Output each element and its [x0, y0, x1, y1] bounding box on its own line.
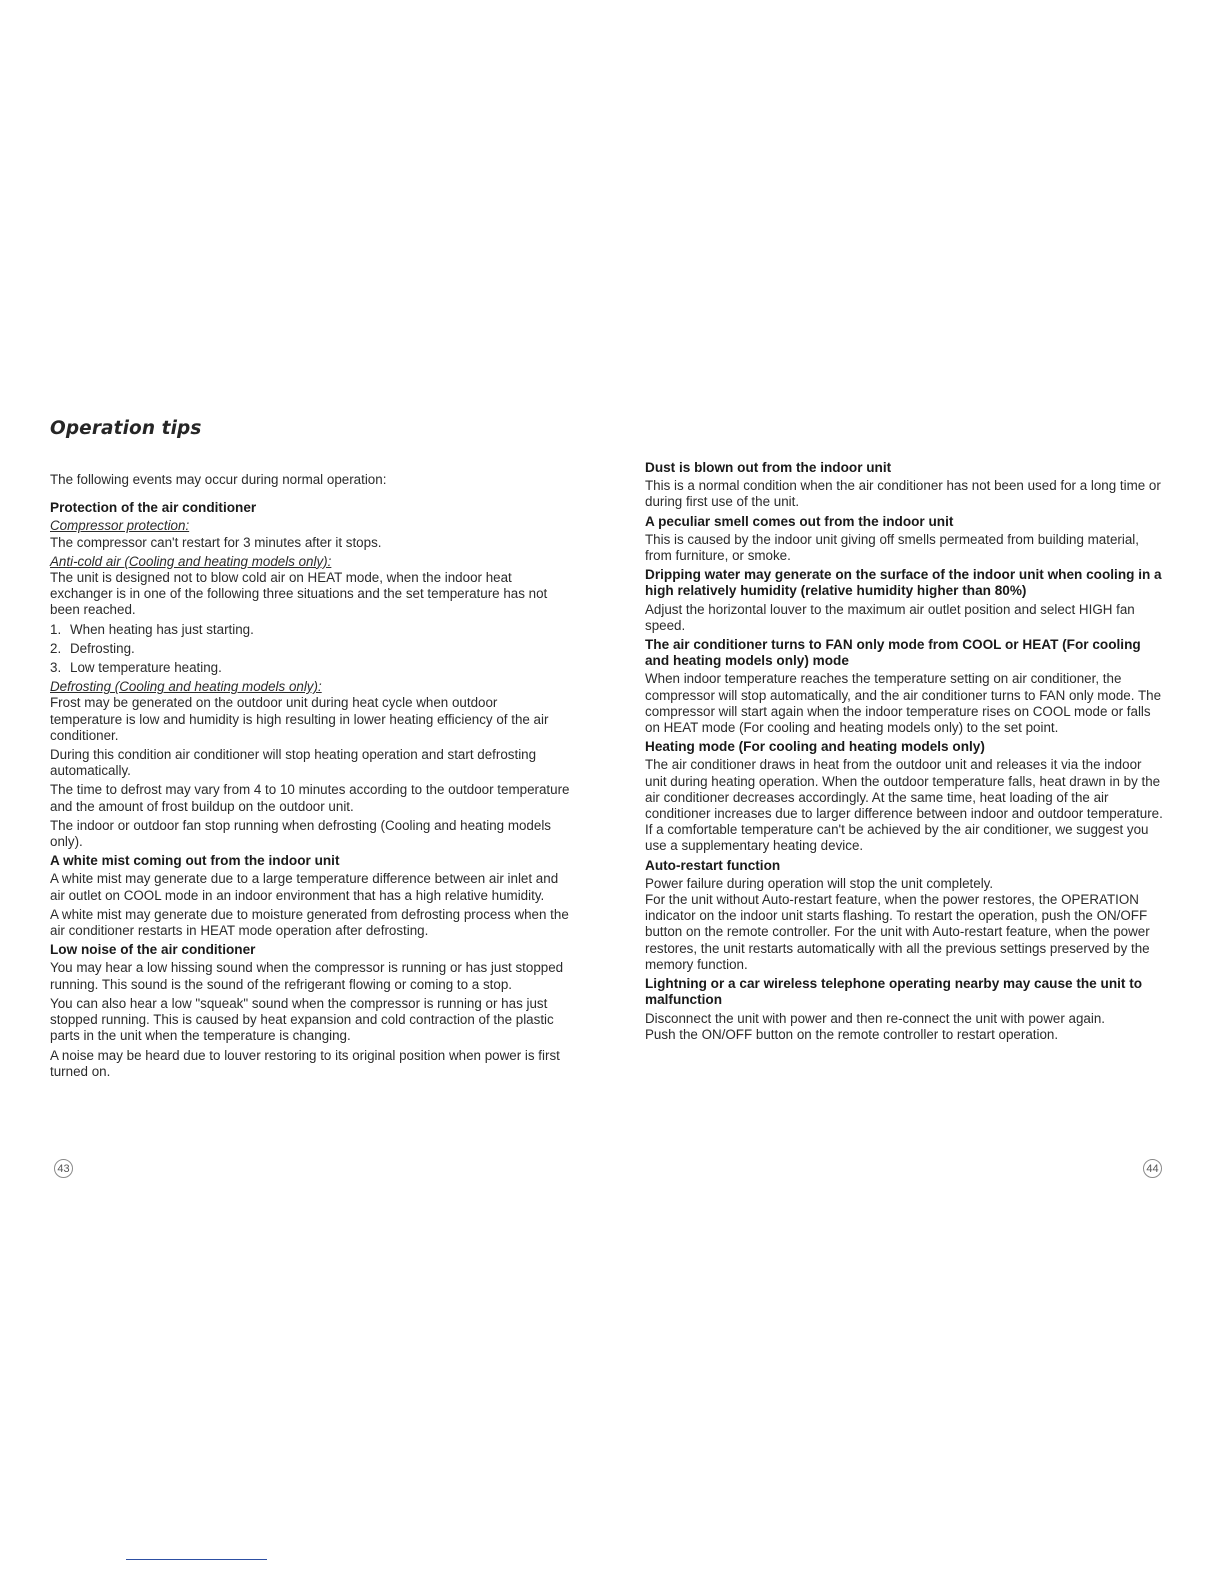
paragraph: A white mist may generate due to a large temperature difference between air inlet and air outlet on COOL mode in an indoor environment that has a high relative humidity.: [50, 871, 559, 903]
list-number: 3.: [50, 660, 62, 676]
paragraph: The time to defrost may vary from 4 to 10 minutes according to the outdoor temperature and the amount of frost buildup on the outdoor unit.: [50, 782, 570, 814]
paragraph: The air conditioner draws in heat from the outdoor unit and releases it via the indoor unit during heating operation. When the outdoor temperature falls, heat drawn in by the air conditioner decreases accordingly. At the same time, heat loading of the air conditioner increases due to larger difference between indoor and outdoor temperature. If a comfortable temperature can't be achieved by the air conditioner, we suggest you use a supplementary heating device.: [645, 757, 1163, 854]
paragraph: The unit is designed not to blow cold air on HEAT mode, when the indoor heat exchanger is in one of the following three situations and the set temperature has not been reached.: [50, 570, 548, 618]
section-heading-fan-mode: The air conditioner turns to FAN only mode from COOL or HEAT (For cooling and heating models only) mode: [645, 637, 1141, 669]
list-number: 2.: [50, 640, 62, 656]
right-column: [645, 460, 1165, 1046]
paragraph: For the unit without Auto-restart feature, when the power restores, the OPERATION indicator on the indoor unit starts flashing. To restart the operation, push the ON/OFF button on the remote controller. For the unit with Auto-restart feature, when the power restores, the unit restarts automatically with all the previous settings preserved by the memory function.: [645, 892, 1150, 972]
paragraph: This is a normal condition when the air conditioner has not been used for a long time or during first use of the unit.: [645, 478, 1161, 510]
paragraph: Adjust the horizontal louver to the maximum air outlet position and select HIGH fan speed.: [645, 601, 1135, 633]
left-column: [50, 472, 572, 1083]
list-number: 1.: [50, 621, 62, 637]
paragraph: Frost may be generated on the outdoor unit during heat cycle when outdoor temperature is low and humidity is high resulting in lower heating efficiency of the air conditioner.: [50, 695, 549, 743]
intro-text: The following events may occur during normal operation:: [50, 472, 387, 487]
section-heading-white-mist: A white mist coming out from the indoor unit: [50, 853, 340, 869]
paragraph: During this condition air conditioner will stop heating operation and start defrosting automatically.: [50, 747, 537, 779]
section-heading-dripping-water: Dripping water may generate on the surface of the indoor unit when cooling in a high relatively humidity (relative humidity higher than 80%): [645, 567, 1162, 599]
section-heading-dust: Dust is blown out from the indoor unit: [645, 460, 892, 475]
subheading-defrosting: Defrosting (Cooling and heating models only):: [50, 679, 322, 695]
section-heading-protection: Protection of the air conditioner: [50, 500, 257, 516]
list-item: [50, 622, 572, 638]
paragraph: The compressor can't restart for 3 minutes after it stops.: [50, 534, 382, 550]
paragraph: This is caused by the indoor unit giving off smells permeated from building material, from furniture, or smoke.: [645, 531, 1139, 564]
heating-situations-list: [50, 622, 572, 677]
paragraph: The indoor or outdoor fan stop running when defrosting (Cooling and heating models only).: [50, 817, 551, 850]
page-number-right: 44: [1143, 1159, 1162, 1178]
list-text: Low temperature heating.: [70, 660, 222, 676]
paragraph: You can also hear a low "squeak" sound when the compressor is running or has just stopped running. This is caused by heat expansion and cold contraction of the plastic parts in the unit when the temperature is changing.: [50, 995, 554, 1044]
section-heading-heating-mode: Heating mode (For cooling and heating models only): [645, 739, 985, 755]
subheading-anti-cold-air: Anti-cold air (Cooling and heating models only):: [50, 553, 332, 569]
page-number-left: 43: [54, 1159, 73, 1178]
list-text: Defrosting.: [70, 640, 135, 656]
paragraph: Push the ON/OFF button on the remote controller to restart operation.: [645, 1026, 1059, 1042]
section-heading-low-noise: Low noise of the air conditioner: [50, 942, 256, 958]
list-item: [50, 641, 572, 657]
page-title: Operation tips: [50, 418, 202, 439]
subheading-compressor-protection: Compressor protection:: [50, 518, 190, 534]
paragraph: Disconnect the unit with power and then re-connect the unit with power again.: [645, 1010, 1106, 1026]
paragraph: When indoor temperature reaches the temperature setting on air conditioner, the compressor will stop automatically, and the air conditioner turns to FAN only mode. The compressor will start again when the indoor temperature rises on COOL mode or falls on HEAT mode (For cooling and heating models only) to the set point.: [645, 671, 1162, 736]
bottom-rule-line: [126, 1559, 267, 1560]
paragraph: You may hear a low hissing sound when the compressor is running or has just stopped running. This sound is the sound of the refrigerant flowing or coming to a stop.: [50, 960, 564, 992]
paragraph: Power failure during operation will stop the unit completely.: [645, 875, 994, 891]
section-heading-auto-restart: Auto-restart function: [645, 857, 781, 873]
section-heading-smell: A peculiar smell comes out from the indoor unit: [645, 513, 954, 529]
paragraph: A white mist may generate due to moisture generated from defrosting process when the air conditioner restarts in HEAT mode operation after defrosting.: [50, 906, 569, 939]
section-heading-lightning: Lightning or a car wireless telephone operating nearby may cause the unit to malfunction: [645, 976, 1143, 1008]
list-text: When heating has just starting.: [70, 621, 254, 637]
paragraph: A noise may be heard due to louver restoring to its original position when power is first turned on.: [50, 1047, 560, 1079]
list-item: [50, 660, 572, 676]
